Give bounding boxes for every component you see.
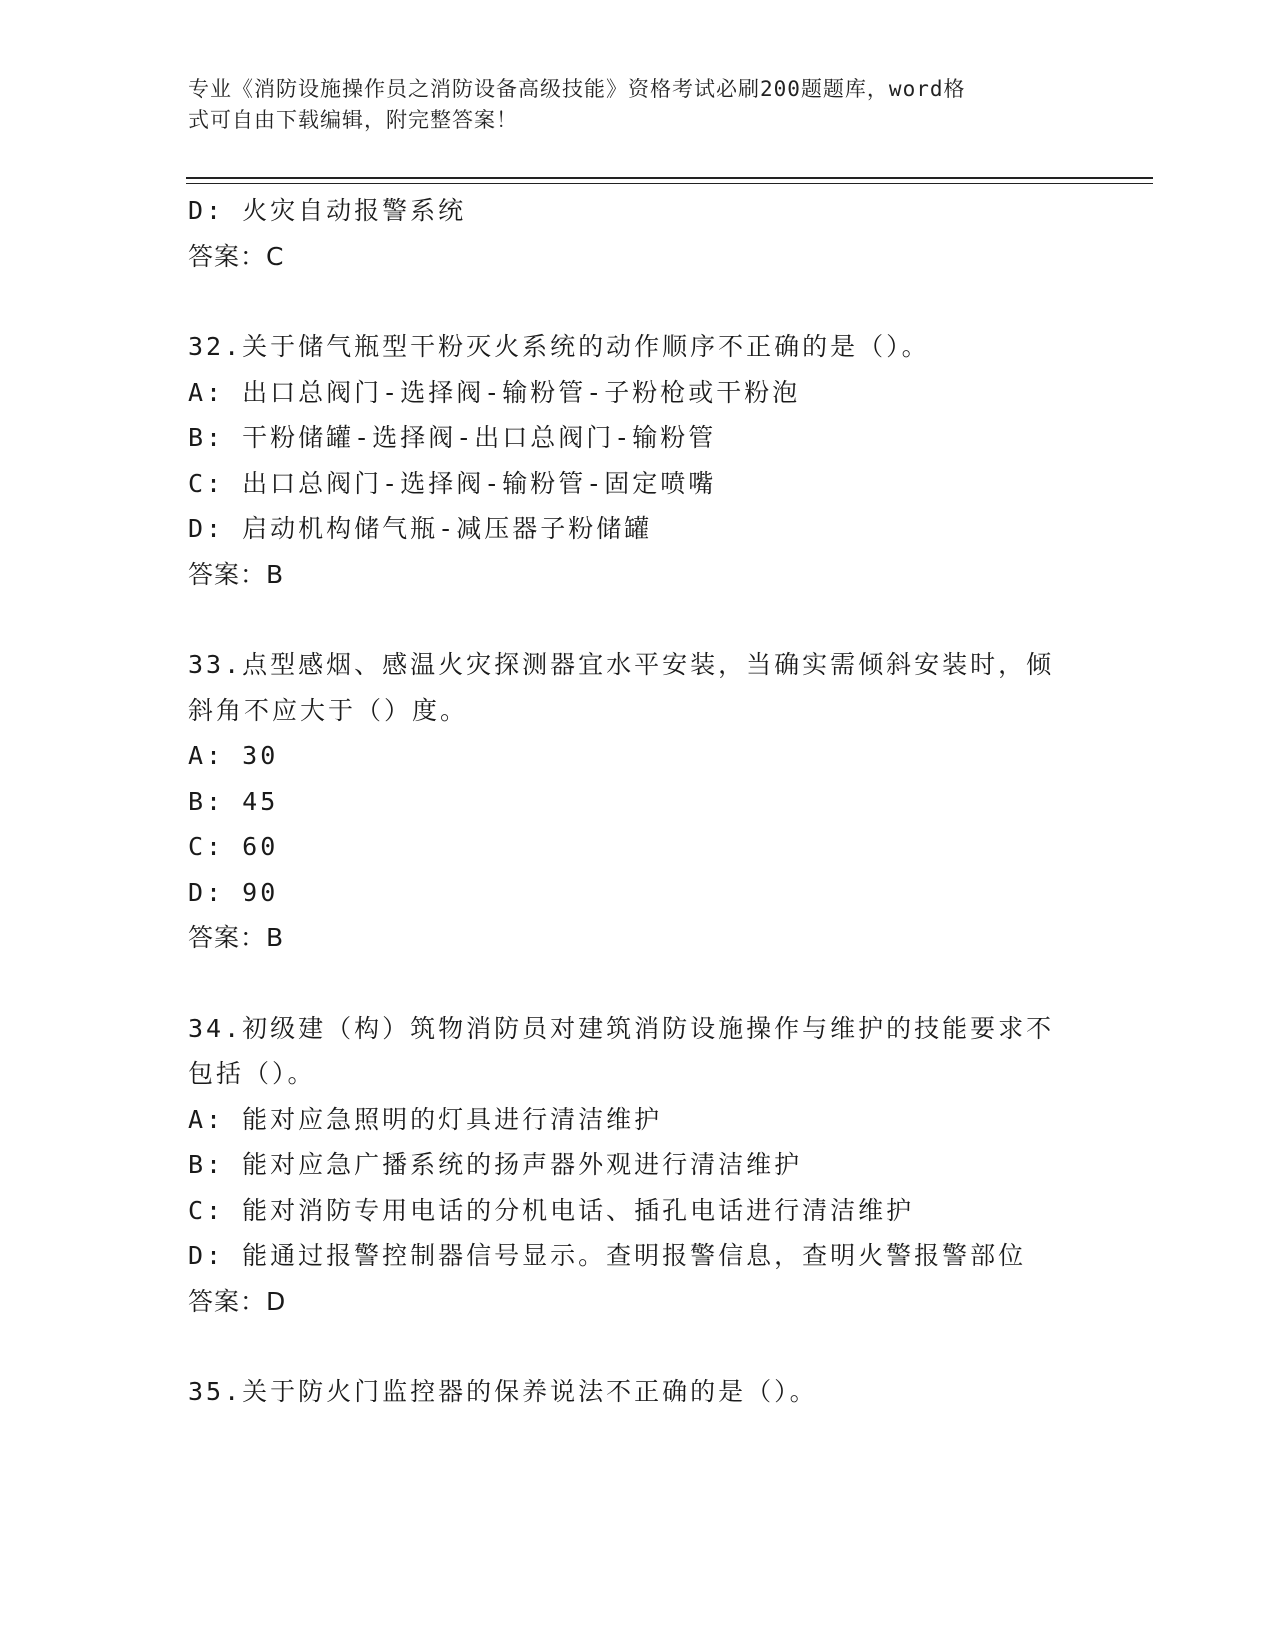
question-34: [188, 1006, 1088, 1325]
question-stem: 35.关于防火门监控器的保养说法不正确的是（）。: [188, 1377, 818, 1406]
spacer: [188, 279, 1088, 324]
header-line-2: 式可自由下载编辑，附完整答案！: [188, 108, 518, 132]
header-line-1: 专业《消防设施操作员之消防设备高级技能》资格考试必刷200题题库，word格: [188, 77, 966, 101]
question-list: [188, 188, 1088, 1415]
option-c: C: 60: [188, 832, 279, 861]
option-d: D: 90: [188, 877, 279, 907]
spacer: [188, 1324, 1088, 1369]
option-b: B: 能对应急广播系统的扬声器外观进行清洁维护: [188, 1150, 803, 1179]
question-stem-line-1: 34.初级建（构）筑物消防员对建筑消防设施操作与维护的技能要求不: [188, 1013, 1055, 1043]
question-stem: 32.关于储气瓶型干粉灭火系统的动作顺序不正确的是（）。: [188, 332, 930, 361]
option-a: A: 出口总阀门-选择阀-输粉管-子粉枪或干粉泡: [188, 377, 801, 407]
option-d: D: 火灾自动报警系统: [188, 196, 467, 225]
option-c: C: 能对消防专用电话的分机电话、插孔电话进行清洁维护: [188, 1195, 915, 1225]
question-35: [188, 1369, 1088, 1415]
answer: 答案：B: [188, 923, 285, 952]
answer: 答案：C: [188, 241, 285, 271]
question-31-tail: [188, 188, 1088, 279]
option-a: A: 能对应急照明的灯具进行清洁维护: [188, 1104, 663, 1134]
header-divider-thin: [186, 183, 1153, 184]
question-stem-line-2: 包括（）。: [188, 1059, 316, 1088]
option-b: B: 45: [188, 786, 279, 816]
document-header: [188, 74, 1068, 136]
question-stem-line-2: 斜角不应大于（）度。: [188, 695, 469, 725]
option-a: A: 30: [188, 741, 279, 770]
question-33: [188, 642, 1088, 961]
spacer: [188, 597, 1088, 642]
spacer: [188, 961, 1088, 1006]
option-d: D: 能通过报警控制器信号显示。查明报警信息，查明火警报警部位: [188, 1241, 1027, 1270]
question-32: [188, 324, 1088, 597]
answer: 答案：D: [188, 1286, 287, 1316]
header-divider-thick: [186, 177, 1153, 179]
option-c: C: 出口总阀门-选择阀-输粉管-固定喷嘴: [188, 468, 717, 498]
question-stem-line-1: 33.点型感烟、感温火灾探测器宜水平安装，当确实需倾斜安装时，倾: [188, 650, 1055, 679]
answer: 答案：B: [188, 559, 285, 589]
option-d: D: 启动机构储气瓶-减压器子粉储罐: [188, 514, 653, 543]
option-b: B: 干粉储罐-选择阀-出口总阀门-输粉管: [188, 423, 717, 452]
